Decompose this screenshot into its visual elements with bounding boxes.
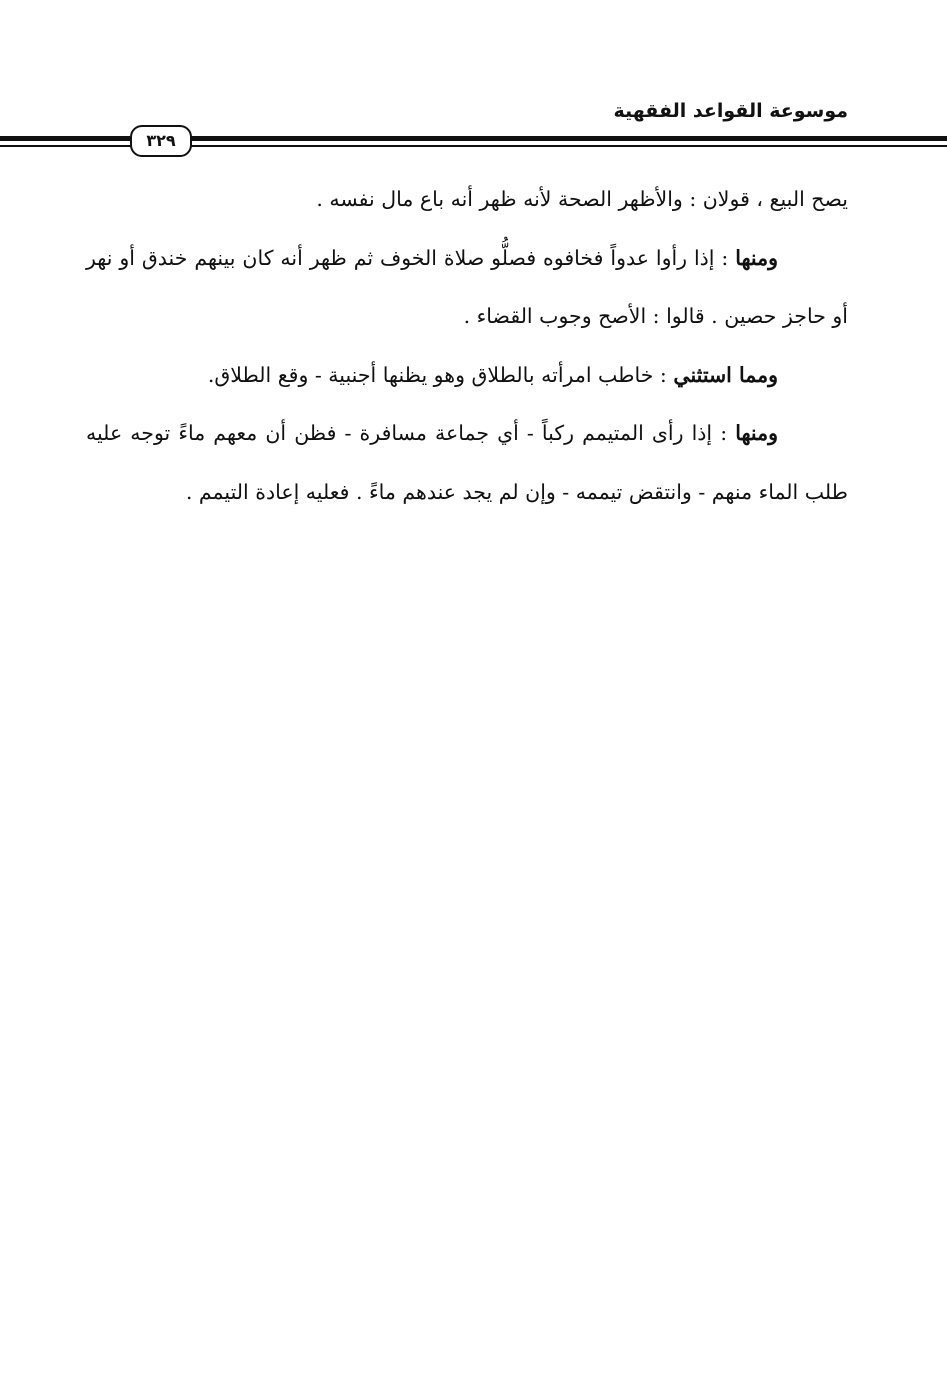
paragraph-1-text: يصح البيع ، قولان : والأظهر الصحة لأنه ظهر أنه باع مال نفسه . (316, 187, 848, 211)
paragraph-2-lead: ومنها (735, 245, 778, 270)
paragraph-2-text: : إذا رأوا عدواً فخافوه فصلُّو صلاة الخوف ثم ظهر أنه كان بينهم خندق أو نهر أو حاجز حصين . قالوا : الأصح وجوب القضاء . (86, 245, 848, 328)
running-title: موسوعة القواعد الفقهية (613, 100, 848, 122)
body-text (86, 170, 848, 521)
paragraph-3-text: : خاطب امرأته بالطلاق وهو يظنها أجنبية - وقع الطلاق. (207, 362, 674, 387)
page-number: ٣٢٩ (130, 125, 192, 157)
paragraph-4-lead: ومنها (735, 421, 778, 445)
paragraph-3-lead: ومما استثني (673, 362, 778, 387)
paragraph-3 (86, 346, 848, 405)
page-header (86, 96, 848, 156)
paragraph-2 (86, 229, 848, 346)
paragraph-4-text: : إذا رأى المتيمم ركباً - أي جماعة مسافرة - فظن أن معهم ماءً توجه عليه طلب الماء منهم - وانتقض تيممه - وإن لم يجد عندهم ماءً . فعليه إعادة التيمم . (86, 421, 848, 504)
paragraph-1 (86, 170, 848, 229)
paragraph-4 (86, 404, 848, 521)
